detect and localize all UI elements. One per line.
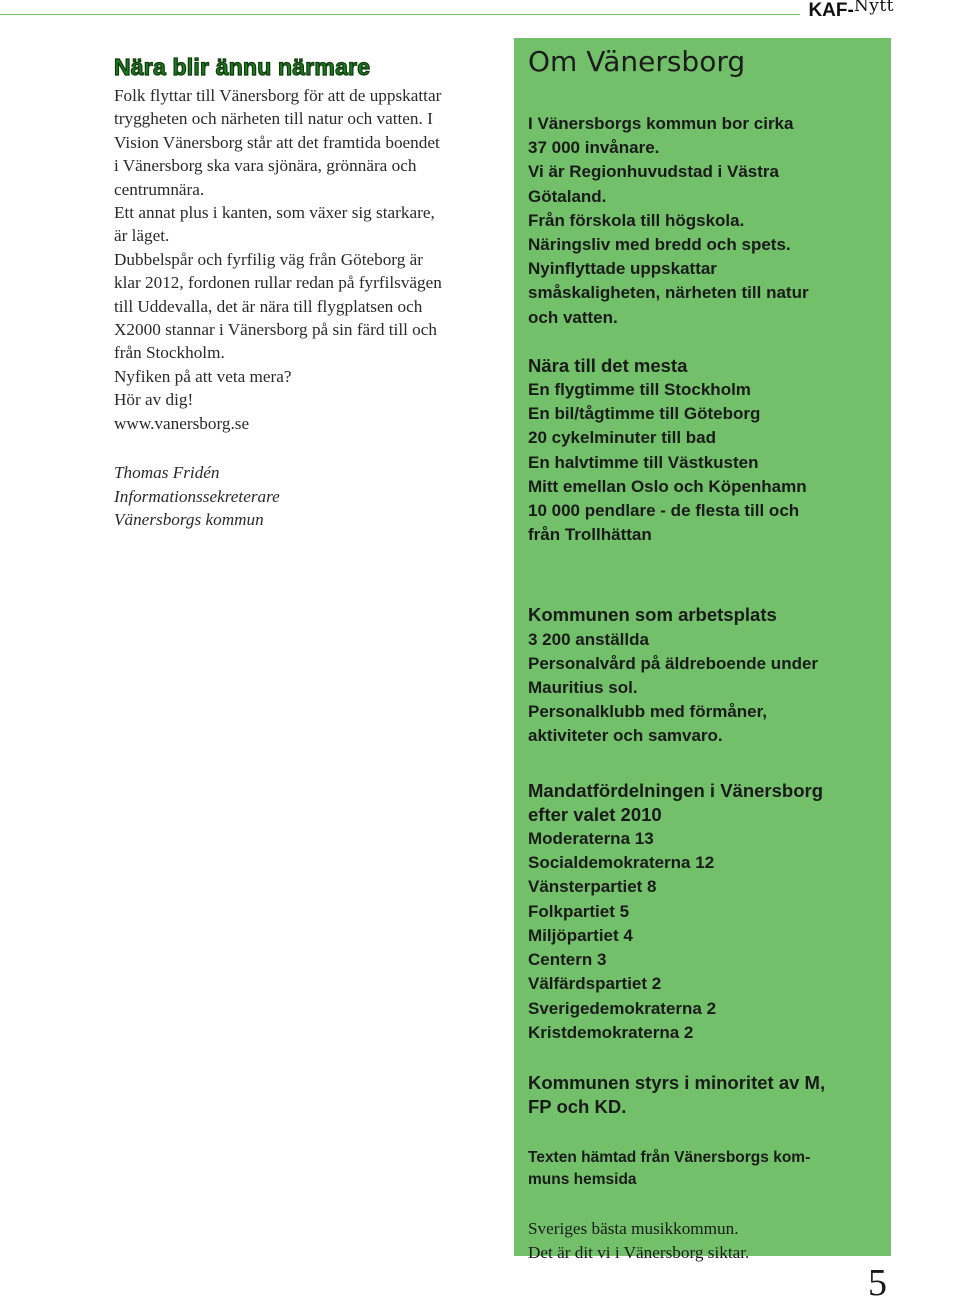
party-seats: Socialdemokraterna 12 — [528, 853, 715, 873]
fact-line: Götaland. — [528, 186, 607, 206]
fact-box — [514, 38, 891, 1262]
fact-line: 37 000 invånare. — [528, 138, 660, 158]
publication-brand — [802, 0, 894, 26]
fact-line: 20 cykelminuter till bad — [528, 428, 717, 448]
facts-section — [528, 112, 873, 330]
section-title: Kommunen som arbetsplats — [528, 604, 777, 626]
fact-line: och vatten. — [528, 307, 618, 327]
fact-line: I Vänersborgs kommun bor cirka — [528, 114, 794, 133]
article-title: Nära blir ännu närmare — [114, 54, 371, 80]
page-number: 5 — [868, 1262, 887, 1304]
article-line: Hör av dig! — [114, 390, 194, 410]
party-seats: Moderaterna 13 — [528, 829, 654, 849]
signature-org: Vänersborgs kommun — [114, 509, 264, 529]
article-line: X2000 stannar i Vänersborg på sin färd till och — [114, 320, 437, 340]
fact-line: Vi är Regionhuvudstad i Västra — [528, 162, 779, 182]
article-line: Vision Vänersborg står att det framtida boendet — [114, 132, 440, 152]
fact-line: Från förskola till högskola. — [528, 210, 745, 230]
fact-line: Näringsliv med bredd och spets. — [528, 235, 791, 255]
source-line: muns hemsida — [528, 1171, 637, 1189]
fact-line: 3 200 anställda — [528, 629, 649, 649]
article-column — [114, 54, 496, 531]
signature-role: Informationssekreterare — [114, 486, 280, 506]
fact-line: FP och KD. — [528, 1096, 627, 1118]
fact-line: Mauritius sol. — [528, 678, 638, 698]
fact-line: Personalklubb med förmåner, — [528, 702, 768, 722]
fact-line: aktiviteter och samvaro. — [528, 726, 723, 746]
party-seats: Kristdemokraterna 2 — [528, 1022, 694, 1042]
article-line: Ett annat plus i kanten, som växer sig starkare, — [114, 203, 435, 223]
article-line: klar 2012, fordonen rullar redan på fyrfilsvägen — [114, 273, 442, 293]
closing-line: Sveriges bästa musikkommun. — [528, 1219, 739, 1239]
closing-text — [528, 1217, 873, 1264]
article-body — [114, 84, 496, 435]
brand-main: KAF- — [808, 0, 854, 21]
party-seats: Sverigedemokraterna 2 — [528, 998, 717, 1018]
party-seats: Välfärdspartiet 2 — [528, 974, 662, 994]
party-seats: Vänsterpartiet 8 — [528, 877, 657, 897]
fact-line: Kommunen styrs i minoritet av M, — [528, 1071, 826, 1093]
fact-line: Nyinflyttade uppskattar — [528, 259, 717, 279]
fact-line: En bil/tågtimme till Göteborg — [528, 404, 761, 424]
signature-name: Thomas Fridén — [114, 463, 220, 483]
fact-line: från Trollhättan — [528, 525, 652, 545]
article-line: är läget. — [114, 226, 170, 246]
article-line: från Stockholm. — [114, 343, 225, 363]
fact-line: En flygtimme till Stockholm — [528, 380, 751, 400]
fact-box-title: Om Vänersborg — [528, 45, 746, 78]
section-title: Mandatfördelningen i Vänersborg — [528, 779, 823, 801]
article-line: till Uddevalla, det är nära till flygplatsen och — [114, 296, 423, 316]
fact-line: Mitt emellan Oslo och Köpenhamn — [528, 476, 807, 496]
article-line: Nyfiken på att veta mera? — [114, 366, 292, 386]
party-seats: Miljöpartiet 4 — [528, 925, 633, 945]
seats-section — [528, 779, 873, 1045]
section-title: efter valet 2010 — [528, 803, 662, 825]
signature — [114, 461, 496, 531]
source-line: Texten hämtad från Vänersborgs kom- — [528, 1149, 811, 1167]
workplace-section — [528, 603, 873, 748]
article-line: Folk flyttar till Vänersborg för att de uppskattar — [114, 86, 442, 105]
fact-line: En halvtimme till Västkusten — [528, 452, 759, 472]
governance-section — [528, 1071, 873, 1119]
article-line: tryggheten och närheten till natur och vatten. I — [114, 109, 433, 129]
brand-sub: Nytt — [853, 0, 894, 16]
fact-box-content — [528, 42, 873, 1264]
header-rule — [0, 14, 800, 15]
article-link[interactable]: www.vanersborg.se — [114, 413, 250, 433]
article-line: Dubbelspår och fyrfilig väg från Göteborg är — [114, 249, 423, 269]
fact-line: småskaligheten, närheten till natur — [528, 283, 809, 303]
article-line: centrumnära. — [114, 179, 205, 199]
party-seats: Centern 3 — [528, 950, 607, 970]
section-title: Nära till det mesta — [528, 354, 688, 376]
source-note — [528, 1147, 873, 1191]
proximity-section — [528, 354, 873, 548]
party-seats: Folkpartiet 5 — [528, 901, 630, 921]
fact-line: 10 000 pendlare - de flesta till och — [528, 501, 800, 521]
fact-line: Personalvård på äldreboende under — [528, 653, 819, 673]
closing-line: Det är dit vi i Vänersborg siktar. — [528, 1242, 750, 1262]
article-line: i Vänersborg ska vara sjönära, grönnära och — [114, 156, 417, 176]
